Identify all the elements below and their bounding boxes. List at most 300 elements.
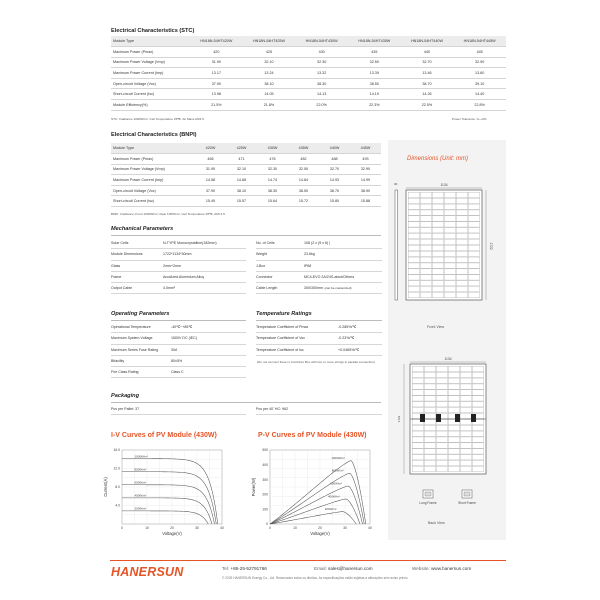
solar-cell [448,431,459,436]
solar-cell [456,210,467,215]
solar-cell [420,204,431,209]
param-key: Operational Temperature [111,325,151,330]
footer-rule [110,560,506,561]
solar-cell [444,292,455,297]
x-tick-label: 10 [145,526,149,530]
bnpi-table [111,143,381,207]
solar-cell [468,216,479,221]
param-value: N-TYPE Monocrystalline(182mm) [163,241,217,246]
x-tick-label: 30 [195,526,199,530]
param-value: 4.0mm² [163,286,176,291]
solar-cell [412,443,423,448]
param-row [111,345,246,356]
solar-cell [412,408,423,413]
iv-chart-title: I-V Curves of PV Module (430W) [111,432,217,439]
solar-cell [436,378,447,383]
solar-cell [444,222,455,227]
cell-value: 32.90 [453,57,506,68]
solar-cell [424,396,435,401]
solar-cell [468,287,479,292]
solar-cell [420,292,431,297]
param-value: 300/300mm [304,286,323,291]
temperature-title: Temperature Ratings [256,311,312,317]
dimensions-title: Dimensions (Unit: mm) [407,156,469,162]
stc-title: Electrical Characteristics (STC) [111,28,195,34]
param-key: Fire Class Rating [111,370,139,375]
cell-value: 488 [319,154,350,165]
temperature-ratings [256,322,382,356]
solar-cell [444,269,455,274]
solar-cell [412,431,423,436]
solar-cell [468,192,479,197]
solar-cell [436,461,447,466]
solar-cell [432,287,443,292]
solar-cell [412,449,423,454]
solar-cell [412,425,423,430]
solar-cell [456,287,467,292]
cell-value: 14.93 [319,175,350,186]
solar-cell [420,210,431,215]
cell-value: 14.26 [401,89,454,100]
solar-cell [436,372,447,377]
tel-label: Tel: [222,566,230,571]
cell-value: 425W [226,143,257,154]
cell-value: 14.68 [226,175,257,186]
cell-value: 38.30 [257,185,288,196]
solar-cell [448,449,459,454]
cell-value: 435 [348,47,401,58]
param-value: Class C [171,370,184,375]
solar-cell [472,425,483,430]
param-value: 23.6kg [304,252,315,257]
cell-value: 22.3% [348,100,401,111]
solar-cell [412,372,423,377]
solar-cell [408,204,419,209]
row-label: Short-circuit Current (Isc) [111,89,190,100]
solar-cell [448,402,459,407]
solar-cell [456,204,467,209]
series-label: 600W/m² [330,481,342,486]
table-row [111,78,506,89]
mount-hole-right-1 [455,414,460,422]
param-row [256,333,382,344]
solar-cell [472,408,483,413]
y-tick-label: 100 [262,507,268,512]
row-label: Maximum Power Current (Imp) [111,175,195,186]
cell-value: 482 [288,154,319,165]
table-row [111,175,381,186]
solar-cell [444,216,455,221]
y-tick-label: 8.0 [115,485,120,490]
cell-value: 14.99 [350,175,381,186]
solar-cell [468,251,479,256]
solar-cell [436,425,447,430]
cell-value: 420W [195,143,226,154]
cell-value: 38.50 [288,185,319,196]
cell-value: 32.30 [295,57,348,68]
solar-cell [436,466,447,471]
series-label: 200W/m² [134,506,147,511]
param-value: 108 (2 x (9 x 6) ) [304,241,331,246]
param-value: Anodized Aluminium Alloy [163,275,205,280]
solar-cell [448,425,459,430]
cell-value: 31.90 [190,57,243,68]
solar-cell [448,396,459,401]
solar-cell [420,275,431,280]
table-row [111,100,506,111]
solar-cell [460,384,471,389]
footer-website [412,566,471,571]
solar-cell [432,216,443,221]
param-row [111,272,246,283]
x-axis-label: Voltage(V) [310,531,330,536]
x-tick-label: 20 [318,526,322,530]
solar-cell [424,413,435,418]
param-row [256,322,382,333]
solar-cell [412,402,423,407]
solar-cell [468,292,479,297]
param-row [256,249,382,260]
row-label: Maximum Power Voltage (Vmp) [111,164,195,175]
cell-value: HN18N-54HT425W [243,36,296,47]
param-value: -0.285%/℃ [338,325,357,330]
solar-cell [408,281,419,286]
row-label: Maximum Power (Pmax) [111,47,190,58]
row-label: Module Efficiency(%) [111,100,190,111]
solar-cell [460,390,471,395]
param-note: (can be customized) [324,286,352,291]
solar-cell [408,222,419,227]
solar-cell [448,466,459,471]
solar-cell [472,437,483,442]
solar-cell [420,251,431,256]
solar-cell [424,443,435,448]
solar-cell [456,222,467,227]
solar-cell [424,419,435,424]
solar-cell [444,228,455,233]
footer-tel [222,566,267,571]
solar-cell [472,384,483,389]
solar-cell [460,396,471,401]
param-value: 30A [171,347,178,352]
solar-cell [424,402,435,407]
solar-cell [444,275,455,280]
param-key: Weight [256,252,268,257]
solar-cell [444,234,455,239]
temperature-note: (Do not connect Fuse in Combiner Box with two or more strings in parallel connection) [257,360,375,364]
cell-value: 476 [257,154,288,165]
operating-rule [111,320,246,321]
packaging-title: Packaging [111,393,139,399]
row-label: Maximum Power (Pmax) [111,154,195,165]
solar-cell [468,228,479,233]
mechanical-left [111,238,246,294]
y-axis-label: Current(A) [103,477,108,497]
cell-value: 22.8% [453,100,506,111]
param-row [111,367,246,378]
cell-value: 465 [195,154,226,165]
solar-cell [448,408,459,413]
param-row [111,333,246,344]
param-key: J-Box [256,263,266,268]
x-tick-label: 20 [170,526,174,530]
solar-cell [444,192,455,197]
param-key: Frame [111,275,122,280]
front-view-label: Front View [427,325,445,329]
cell-value: 440W [319,143,350,154]
cell-value: 31.90 [195,164,226,175]
power-tolerance-note: Power Tolerance: 0~+3% [452,117,487,121]
solar-cell [432,192,443,197]
solar-cell [408,192,419,197]
y-axis-label: Power(W) [251,477,256,497]
cell-value: 22.0% [295,100,348,111]
solar-cell [460,466,471,471]
solar-cell [472,390,483,395]
param-value: -0.23%/℃ [338,336,355,341]
solar-cell [420,257,431,262]
solar-cell [448,378,459,383]
solar-cell [456,239,467,244]
solar-cell [432,292,443,297]
solar-cell [436,408,447,413]
param-value: 1722*1134*30mm [163,252,192,257]
solar-cell [432,275,443,280]
cell-value: 32.90 [350,164,381,175]
y-tick-label: 16.0 [113,448,120,453]
solar-cell [432,204,443,209]
solar-cell [424,461,435,466]
solar-cell [420,263,431,268]
solar-cell [420,234,431,239]
solar-cell [468,263,479,268]
solar-cell [460,443,471,448]
solar-cell [412,384,423,389]
solar-cell [432,281,443,286]
solar-cell [424,366,435,371]
solar-cell [408,287,419,292]
frame-depth-label: 30 [394,182,398,186]
cell-value: 21.8% [243,100,296,111]
row-label: Short-circuit Current (Isc) [111,196,195,207]
solar-cell [412,437,423,442]
bnpi-title: Electrical Characteristics (BNPI) [111,132,197,138]
packaging-container [256,404,382,415]
solar-cell [456,281,467,286]
solar-cell [456,192,467,197]
solar-cell [408,292,419,297]
cell-value: HN18N-54HT435W [348,36,401,47]
cell-value: 32.10 [243,57,296,68]
solar-cell [436,455,447,460]
param-key: Module Dimensions [111,252,143,257]
cell-value: 435W [288,143,319,154]
y-tick-label: 4.0 [115,503,120,508]
solar-cell [468,198,479,203]
y-tick-label: 0 [266,522,268,527]
y-tick-label: 300 [262,477,268,482]
solar-cell [424,431,435,436]
solar-cell [408,263,419,268]
table-row [111,89,506,100]
param-row [256,283,382,294]
param-row [111,238,246,249]
solar-cell [472,396,483,401]
solar-cell [432,210,443,215]
solar-cell [456,216,467,221]
param-row [111,249,246,260]
param-value: +0.0465%/℃ [338,347,360,352]
y-tick-label: 200 [262,492,268,497]
solar-cell [448,443,459,448]
solar-cell [436,402,447,407]
pv-chart-title: P-V Curves of PV Module (430W) [258,432,367,439]
solar-cell [468,257,479,262]
x-tick-label: 40 [220,526,224,530]
param-key: Maximum System Voltage [111,336,153,341]
solar-cell [456,251,467,256]
solar-cell [444,287,455,292]
solar-cell [424,372,435,377]
x-tick-label: 0 [269,526,271,530]
solar-cell [456,263,467,268]
param-value: MC4-EVO 2A/Z4S-abcd/Others [304,275,355,280]
cell-value: 15.64 [257,196,288,207]
param-key: Glass [111,263,121,268]
x-tick-label: 30 [343,526,347,530]
solar-cell [420,269,431,274]
param-row [256,261,382,272]
solar-cell [456,198,467,203]
table-row [111,196,381,207]
solar-cell [432,222,443,227]
table-row [111,164,381,175]
cell-value: 38.50 [348,78,401,89]
cell-value: 15.57 [226,196,257,207]
series-label: 1000W/m² [134,454,148,459]
table-row [111,185,381,196]
cell-value: 430 [295,47,348,58]
param-key: Cable Length [256,286,278,291]
cell-value: 14.84 [288,175,319,186]
solar-cell [436,396,447,401]
cell-value: 32.10 [226,164,257,175]
hanersun-logo: HANERSUN [111,565,184,579]
operating-params [111,322,246,378]
param-key: Temperature Coefficient of Isc [256,347,304,352]
solar-cell [408,198,419,203]
solar-cell [412,366,423,371]
solar-cell [460,378,471,383]
solar-cell [424,455,435,460]
solar-cell [456,245,467,250]
side-profile [395,190,398,300]
solar-cell [408,234,419,239]
cell-value: 38.70 [319,185,350,196]
cell-value: 471 [226,154,257,165]
website-value[interactable]: www.hanersun.com [431,566,472,571]
tel-value: +86-25-52791766 [230,566,267,571]
param-key: Solar Cells [111,241,129,246]
pcs-per-container: Pcs per 40' HC: 962 [256,407,289,412]
row-label: Module Type [111,36,190,47]
solar-cell [448,455,459,460]
cell-value: 37.90 [190,78,243,89]
solar-cell [424,390,435,395]
solar-cell [412,455,423,460]
solar-cell [456,228,467,233]
website-label: Website: [412,566,430,571]
mechanical-rule [111,235,381,236]
solar-cell [408,228,419,233]
solar-cell [468,281,479,286]
solar-cell [408,245,419,250]
series-label: 400W/m² [134,493,147,498]
cell-value: 13.24 [243,68,296,79]
x-tick-label: 40 [368,526,372,530]
cell-value: 440 [401,47,454,58]
solar-cell [456,269,467,274]
mechanical-right [256,238,382,294]
solar-cell [432,245,443,250]
cell-value: HN18N-54HT430W [295,36,348,47]
solar-cell [420,287,431,292]
row-label: Open-circuit Voltage (Voc) [111,185,195,196]
solar-cell [444,204,455,209]
cell-value: 38.10 [226,185,257,196]
x-axis-label: Voltage(V) [162,531,182,536]
cell-value: HN18N-54HT440W [401,36,454,47]
solar-cell [472,449,483,454]
solar-cell [472,455,483,460]
param-key: Connector [256,275,273,280]
cell-value: 14.19 [348,89,401,100]
solar-cell [460,372,471,377]
mount-hole-left-1 [420,414,425,422]
solar-cell [408,251,419,256]
row-label: Maximum Power Current (Imp) [111,68,190,79]
cell-value: 32.50 [288,164,319,175]
solar-cell [412,461,423,466]
back-height-label: 1722 [397,415,401,423]
solar-cell [468,234,479,239]
email-value[interactable]: sales@hanersun.com [328,566,373,571]
solar-cell [472,366,483,371]
solar-cell [472,372,483,377]
solar-cell [424,466,435,471]
solar-cell [408,275,419,280]
copyright: © 2025 HANERSUN Energy Co., Ltd. Reservados todos os direitos. As especificações estão sujeitas a alterações sem aviso prévio. [222,576,409,580]
solar-cell [432,251,443,256]
solar-cell [448,372,459,377]
solar-cell [408,257,419,262]
solar-cell [420,239,431,244]
front-width-label: 1134 [440,183,448,187]
solar-cell [436,431,447,436]
solar-cell [444,210,455,215]
row-label: Open-circuit Voltage (Voc) [111,78,190,89]
long-frame-label: Long Frame [419,501,437,505]
temperature-rule [256,320,382,321]
solar-cell [420,198,431,203]
solar-cell [424,384,435,389]
table-row [111,143,381,154]
cell-value: 13.98 [190,89,243,100]
solar-cell [424,425,435,430]
param-key: No. of Cells [256,241,275,246]
series-label: 600W/m² [134,480,147,485]
solar-cell [460,413,471,418]
